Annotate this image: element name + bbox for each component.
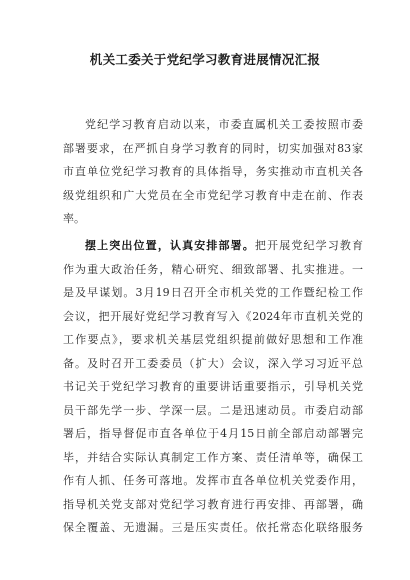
paragraph-line: 毕，并结合实际认真制定工作方案、责任清单等，确保工 <box>63 450 363 464</box>
paragraph-line: 署后，指导督促市直各单位于4月15日前全部启动部署完 <box>63 427 363 440</box>
paragraph-line: 市直单位党纪学习教育的具体指导，务实推动市直机关各 <box>63 165 363 178</box>
paragraph-line-rest: 把开展党纪学习教育 <box>254 239 363 252</box>
paragraph-line: 作有人抓、任务可落地。发挥市直各单位机关党委作用， <box>63 474 363 487</box>
paragraph-line: 会议，把开展好党纪学习教育写入《2024年市直机关党的 <box>63 309 363 323</box>
paragraph-line: 保全覆盖、无遗漏。三是压实责任。依托常态化联络服务 <box>63 521 363 534</box>
paragraph-line: 指导机关党支部对党纪学习教育进行再安排、再部署，确 <box>63 497 363 511</box>
paragraph-line: 作为重大政治任务，精心研究、细致部署、扎实推进。一 <box>63 262 363 276</box>
document-title: 机关工委关于党纪学习教育进展情况汇报 <box>89 52 321 67</box>
paragraph-first-line <box>63 234 363 258</box>
section-heading: 摆上突出位置，认真安排部署。 <box>85 239 255 252</box>
paragraph-line: 工作要点》，要求机关基层党组织提前做好思想和工作准 <box>63 333 363 346</box>
paragraph-line: 是及早谋划。3月19日召开全市机关党的工作暨纪检工作 <box>63 286 363 299</box>
paragraph-line: 率。 <box>63 212 85 225</box>
paragraph-line: 党纪学习教育启动以来，市委直属机关工委按照市委 <box>85 118 363 131</box>
paragraph-intro <box>63 113 363 231</box>
paragraph-line: 部署要求，在严抓自身学习教育的同时，切实加强对83家 <box>63 141 363 155</box>
paragraph-deployment <box>63 234 363 540</box>
paragraph-line: 级党组织和广大党员在全市党纪学习教育中走在前、作表 <box>63 188 363 202</box>
paragraph-line: 员干部先学一步、学深一层。二是迅速动员。市委启动部 <box>63 403 363 417</box>
paragraph-line: 备。及时召开工委委员（扩大）会议，深入学习习近平总 <box>63 356 363 370</box>
paragraph-line: 书记关于党纪学习教育的重要讲话重要指示，引导机关党 <box>63 380 363 393</box>
